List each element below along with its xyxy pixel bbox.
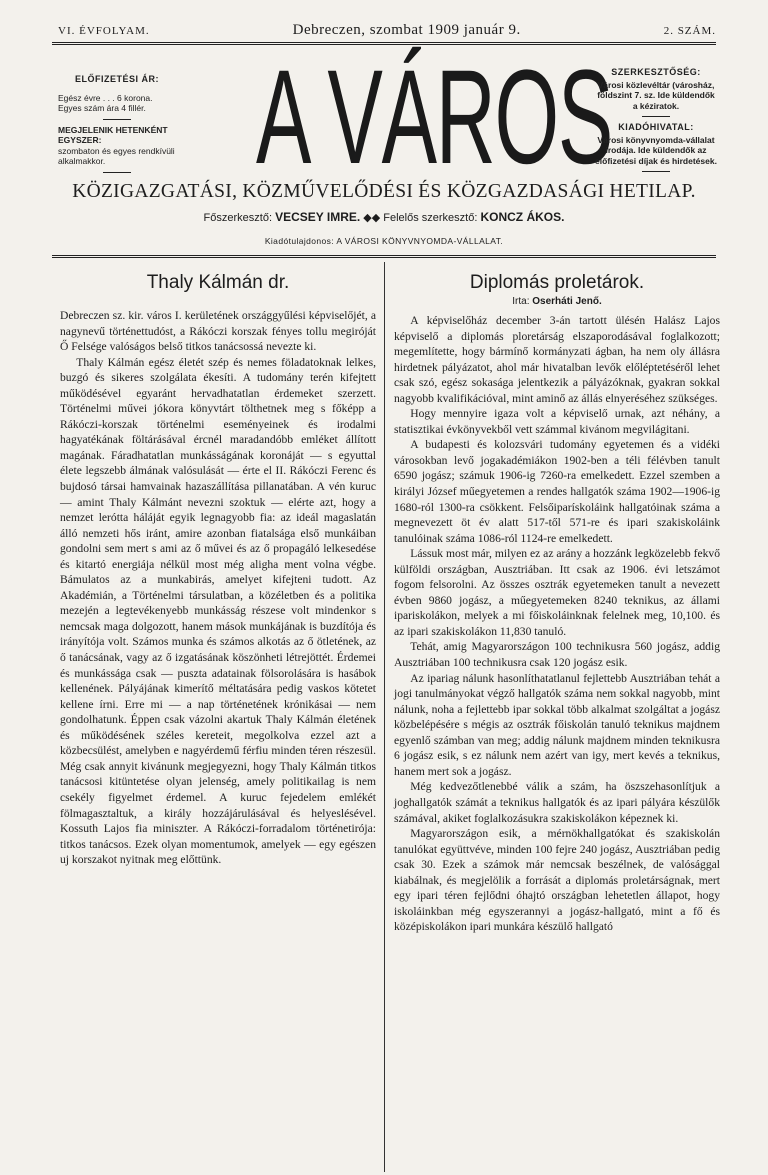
masthead-bottom-rule bbox=[52, 255, 716, 258]
article-paragraph: A budapesti és kolozsvári tudomány egyetemen és a vidéki városokban levő jogakadémiákon 1902-ben a téli félévben tanult 6590 jogász; számuk 1906-ig 7260-ra emelkedett. Ezzel szemben a királyi József műegyetemen a rendes hallgatók száma 1902—1906-ig 1680-ról 1300-ra csökkent. Felsőiparískoláink hallgatóinak száma a megnevezett öt év alatt 517-től 571-re és ipari szakiskoláink tanulóinak száma 1086-ról 1124-re emelkedett. bbox=[394, 438, 720, 545]
article-title: Diplomás proletárok. bbox=[469, 272, 645, 293]
subscription-title: ELŐFIZETÉSI ÁR: bbox=[75, 74, 159, 84]
editorial-office-title: SZERKESZTŐSÉG: bbox=[611, 67, 701, 77]
header-line bbox=[58, 22, 716, 42]
separator-glyph: ◆◆ bbox=[363, 212, 381, 224]
article-paragraph: Magyarországon esik, a mérnökhallgatókat és szakiskolán tanulókat együttvéve, minden 100 fejre 240 jogász, Ausztriában pedig csak 30. Ezek a számok már nemcsak beszélnek, de valósággal kiabálnak, és megjelölik a forrását a diplomás proletárságnak, mert egy ipari téren fejlődni óhajtó országban lehetetlen állapot, hogy iskoláinkban még egyszerannyi a jogász-hallgató, mint a fő és középiskolákon ipari munkára készülő hallgató bbox=[394, 827, 720, 934]
masthead-title: A VÁROS bbox=[256, 43, 613, 192]
article-paragraph: Lássuk most már, milyen ez az arány a hozzánk legközelebb fekvő külföldi országban, Ausztriában. Itt csak az 1906. évi letszámot fogom felsorolni. Az összes osztrák egyetemeken tanult a nevezett évben 9860 jogász, a műegyetemeken 8240 teknikus, az állami ipariskolákon, melyek a mi főiskoláinknak felelnek meg, 10,100. és az ipari szakiskolákon 11,830 tanuló. bbox=[394, 547, 720, 638]
article-title: Thaly Kálmán dr. bbox=[146, 272, 290, 293]
subscription-line-1: Egész évre . . . 6 korona. bbox=[58, 92, 153, 103]
article-paragraph: Debreczen sz. kir. város I. kerületének országgyűlési képviselőjét, a nagynevű történettudóst, a Rákóczi korszak fényes tollu megiróját Ő Felsége valóságos belső titkos tanácsossá nevezte ki. bbox=[60, 309, 376, 354]
article-paragraph: Hogy mennyire igaza volt a képviselő urnak, azt néhány, a statisztikai évkönyvekből vett számmal kivánom megvilágitani. bbox=[394, 407, 720, 436]
divider bbox=[642, 116, 670, 117]
divider bbox=[103, 172, 131, 173]
appears-title: MEGJELENIK HETENKÉNT EGYSZER: bbox=[58, 124, 168, 145]
divider bbox=[103, 119, 131, 120]
responsible-editor-label: Felelős szerkesztő: bbox=[383, 212, 478, 224]
editorial-office-text: Városi közlevéltár (városház, földszint 7. sz. Ide küldendők a kéziratok. bbox=[597, 79, 715, 111]
publisher-office-text: Városi könyvnyomda-vállalat irodája. Ide küldendők az előfizetési díjak és hirdetések. bbox=[595, 134, 717, 166]
publisher-office-title: KIADÓHIVATAL: bbox=[618, 122, 694, 132]
editors-line bbox=[52, 210, 716, 224]
responsible-editor-name: KONCZ ÁKOS. bbox=[480, 210, 565, 224]
issue-date: Debreczen, szombat 1909 január 9. bbox=[292, 22, 521, 38]
subscription-line-2: Egyes szám ára 4 fillér. bbox=[58, 103, 146, 113]
newspaper-subtitle: KÖZIGAZGATÁSI, KÖZMŰVELŐDÉSI ÉS KÖZGAZDASÁGI HETILAP. bbox=[72, 181, 696, 202]
article-paragraph: A képviselőház december 3-án tartott ülésén Halász Lajos képviselő a diplomás ploretárság elszaporodásával foglalkozott; megemlítette, hogy bármínő kormányzati ágban, ha nem oly állásra hirdetnek pályázatot, ahol már hivatalban levők előléptetéséről lehet csak szó, egész sokasága jelentkezik a pályázóknak, gyakran sokkal nagyobb kvalifikációval, mint aminő az állás elnyeréséhez szükséges. bbox=[394, 314, 720, 405]
byline-label: Irta: bbox=[512, 296, 530, 307]
article-right bbox=[394, 272, 720, 935]
appears-text: szombaton és egyes rendkívüli alkalmakkor. bbox=[58, 145, 175, 166]
chief-editor-label: Főszerkesztő: bbox=[203, 212, 272, 224]
editorial-office-box bbox=[594, 67, 718, 177]
divider bbox=[642, 171, 670, 172]
column-divider bbox=[384, 262, 385, 1172]
article-byline bbox=[394, 296, 720, 307]
chief-editor-name: VECSEY IMRE. bbox=[275, 210, 361, 224]
issue-number: 2. SZÁM. bbox=[663, 25, 716, 37]
publisher-line: Kiadótulajdonos: A VÁROSI KÖNYVNYOMDA-VÁLLALAT. bbox=[264, 236, 504, 246]
byline-author: Oserháti Jenő. bbox=[532, 296, 602, 307]
article-paragraph: Még kedvezőtlenebbé válik a szám, ha öszszehasonlítjuk a joghallgatók számát a teknikus hallgatók és az ipari pályára készülők számával, akiket foglalkozásukra szakiskolákon képeznek ki. bbox=[394, 780, 720, 825]
subscription-box bbox=[58, 74, 176, 178]
volume-label: VI. ÉVFOLYAM. bbox=[58, 25, 150, 37]
article-paragraph: Tehát, amig Magyarországon 100 technikusra 560 jogász, addig Ausztriában 100 technikusra csak 120 jogász esik. bbox=[394, 640, 720, 670]
article-left bbox=[60, 272, 376, 868]
article-paragraph: Thaly Kálmán egész életét szép és nemes föladatoknak lelkes, buzgó és sikeres szolgálata ékesíti. A tudomány terén kifejtett működésével egyaránt hervadhatatlan érdemeket szerzett. Történelmi művei jókora könyvtárt tölthetnek meg s főképp a Rákóczi-korszak történelmi eseményeinek és irodalmi hagyatékának föltárásával ércnél maradandóbb emléket állított magának. Fáradhatatlan munkásságának koronáját — s egyuttal élete legszebb álmának valósulását — érte el II. Rákóczi Ferenc és bujdosó társai hamvainak hazaszállítása pillanatában. A vén kuruc — amint Thaly Kálmánt nevezni szoktuk — elérte azt, hogy a nemzet lerótta háláját egyik legnagyobb fia: az ideál magaslatán álló nemzeti hős iránt, amire azonban fiatalsága első munkáiban gondolni sem mert s ami az ő művei és az ő propagáló lelkesedése és kitartó energiája nélkül most még aligha ment volna végbe. Bámulatos az a munkabirás, amelyet kifejteni tudott. Az Akadémián, a Történelmi társulatban, a közéletben és a politika mezején a legtevékenyebb munkásság részese volt mindenkor s nemcsak maga dolgozott, hanem mások munkájának is buzdítója és irányítója volt. Számos munka és számos alkotás az ő ötletének, az ő tanácsának, vagy az ő izgatásának köszönheti létrejöttét. Érdemei és munkássága csak — puszta adatainak fölsorolására is hasábok kellenének. Pályájának kimerítő méltatására pedig vaskos kötetet kellene írni. Erre mi — a nap történetének krónikásai — nem gondolhatunk. Éppen csak vázolni akartuk Thaly Kálmán életének és működésének széles kereteit, megolkolva ezzel azt a közbecsülést, amelyben e nagyérdemű férfiu minden téren részesül. Még csak annyit kivánunk megjegyezni, hogy Thaly Kálmán titkos tanácsosi kitüntetése olyan jelenség, amely politikailag is nem csekély figyelmet érdemel. A kuruc fejedelem emlékét fölmagasztaltuk, a király hozzájárulásával és helyeslésével. Kossuth Lajos fia miniszter. A Rákóczi-forradalom történetirója: titkos tanácsos. Ezek olyan momentumok, amelyek — egy egészen uj korszakot nyitnak meg előttünk. bbox=[60, 355, 376, 867]
article-paragraph: Az ipariag nálunk hasonlíthatatlanul fejlettebb Ausztriában tehát a jogi tanulmányokat végző hallgatók száma nem sokkal nagyobb, mint nálunk, noha a fejlettebb ipar sokkal több alkalmat szolgáltat a jogász közbelépésére s mégis az osztrák főiskolán tanuló teknikus majdnem egyenlő számban van meg; addig nálunk majdnem minden teknikusra 6 jogász esik, s ez nálunk nem azért van igy, mert kevés a teknikus, hanem mert sok a jogász. bbox=[394, 671, 720, 778]
